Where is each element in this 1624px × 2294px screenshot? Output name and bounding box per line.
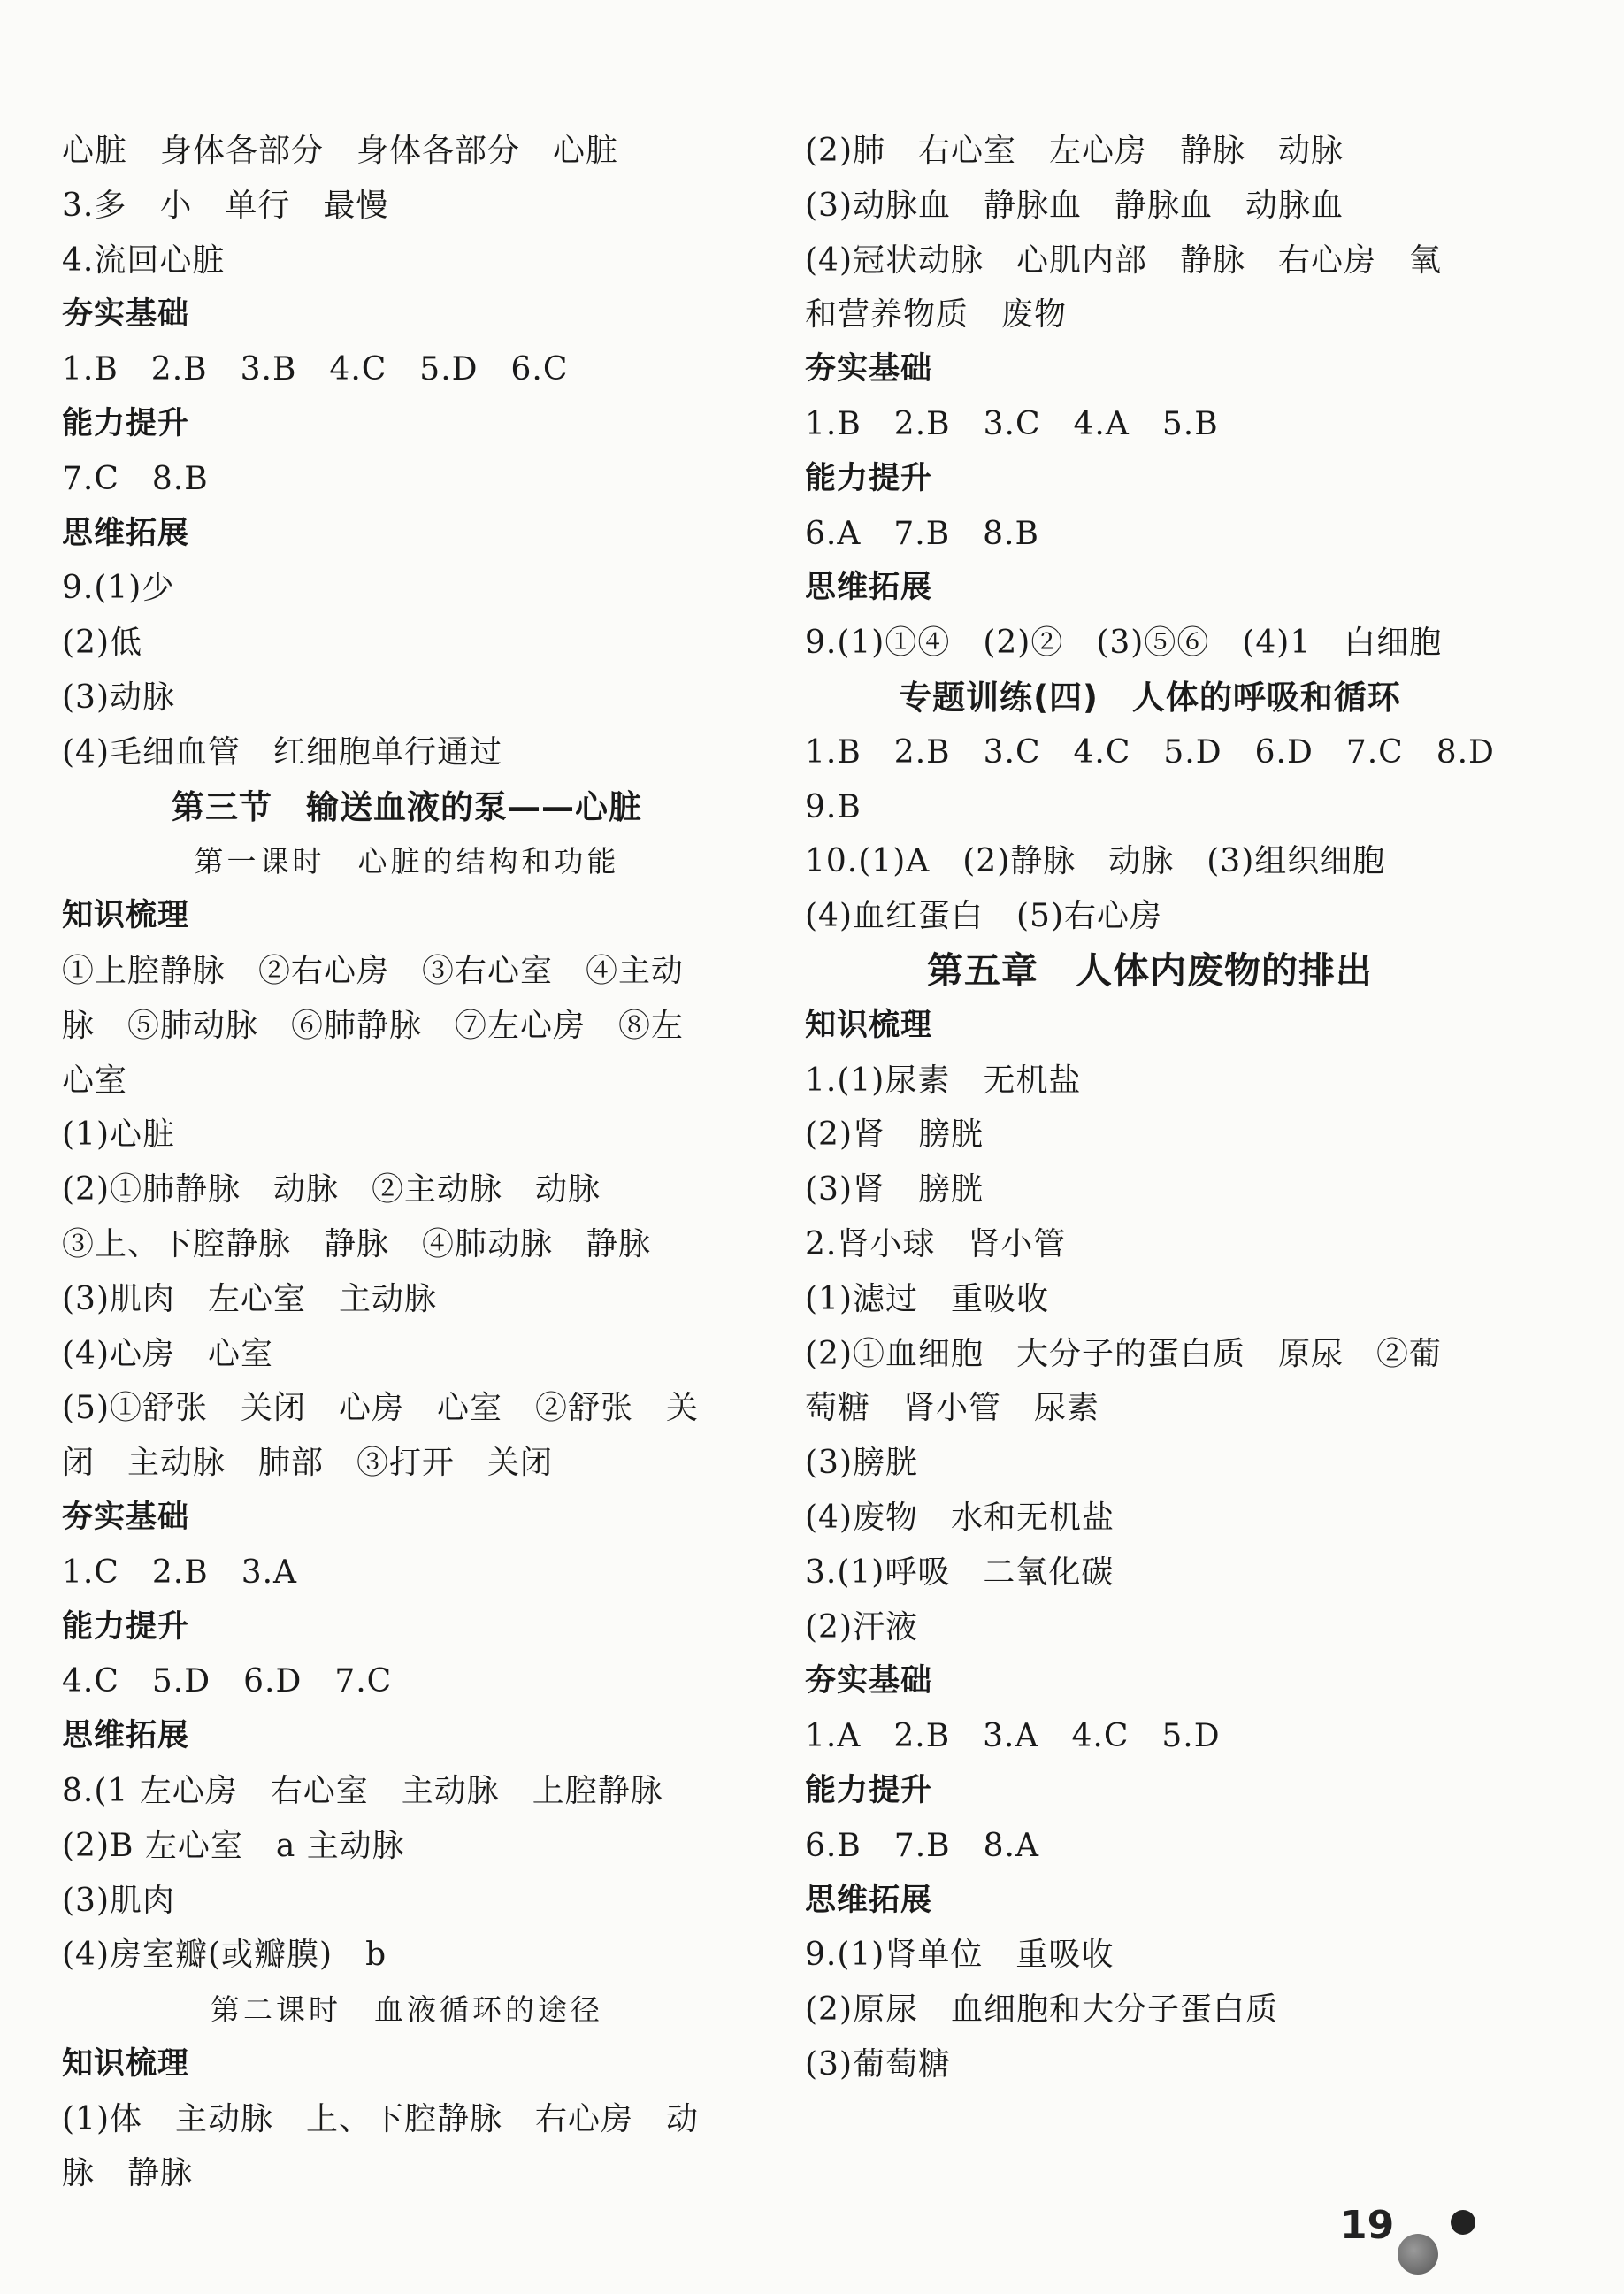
right-column <box>805 124 1495 2092</box>
answer-line: 1.A 2.B 3.A 4.C 5.D <box>805 1718 1221 1755</box>
answer-line: 脉 静脉 <box>62 2155 194 2192</box>
answer-line: (2)肺 右心室 左心房 静脉 动脉 <box>805 133 1344 169</box>
answer-line: 3.多 小 单行 最慢 <box>62 187 389 224</box>
answer-line: 1.B 2.B 3.B 4.C 5.D 6.C <box>62 351 569 388</box>
section-heading: 夯实基础 <box>805 1663 933 1699</box>
section-heading: 能力提升 <box>62 405 190 441</box>
answer-line: (4)心房 心室 <box>62 1335 273 1372</box>
left-column <box>62 124 752 2201</box>
answer-line: 1.(1)尿素 无机盐 <box>805 1062 1082 1099</box>
answer-line: (1)体 主动脉 上、下腔静脉 右心房 动 <box>62 2100 699 2137</box>
answer-line: 6.B 7.B 8.A <box>805 1827 1039 1864</box>
answer-line: 萄糖 肾小管 尿素 <box>805 1390 1100 1427</box>
answer-line: (2)B 左心室 a 主动脉 <box>62 1827 405 1864</box>
answer-line: 1.B 2.B 3.C 4.C 5.D 6.D 7.C 8.D <box>805 733 1495 771</box>
answer-line: ③上、下腔静脉 静脉 ④肺动脉 静脉 <box>62 1225 652 1262</box>
answer-line: (4)毛细血管 红细胞单行通过 <box>62 733 502 771</box>
section-heading: 夯实基础 <box>62 296 190 333</box>
answer-line: 闭 主动脉 肺部 ③打开 关闭 <box>62 1445 554 1482</box>
answer-line: 3.(1)呼吸 二氧化碳 <box>805 1554 1115 1591</box>
answer-line: 心脏 身体各部分 身体各部分 心脏 <box>62 133 619 169</box>
answer-line: (3)葡萄糖 <box>805 2045 951 2083</box>
answer-line: 脉 ⑤肺动脉 ⑥肺静脉 ⑦左心房 ⑧左 <box>62 1007 685 1044</box>
section-heading: 知识梳理 <box>62 898 190 934</box>
answer-line: 10.(1)A (2)静脉 动脉 (3)组织细胞 <box>805 843 1386 880</box>
section-heading: 夯实基础 <box>805 351 933 387</box>
answer-line: 4.流回心脏 <box>62 242 226 279</box>
answer-line: (3)肾 膀胱 <box>805 1171 984 1208</box>
answer-line: (2)汗液 <box>805 1608 918 1646</box>
section-heading: 思维拓展 <box>62 1718 190 1754</box>
answer-line: 9.(1)①④ (2)② (3)⑤⑥ (4)1 白细胞 <box>805 625 1443 662</box>
answer-line: (1)心脏 <box>62 1116 175 1154</box>
answer-line: (2)低 <box>62 625 142 662</box>
answer-line: 9.(1)少 <box>62 570 175 607</box>
decorative-dot-small <box>1451 2210 1475 2235</box>
lesson-subtitle: 第一课时 心脏的结构和功能 <box>194 844 620 879</box>
decorative-dot-large <box>1398 2234 1438 2275</box>
answer-line: (4)废物 水和无机盐 <box>805 1499 1115 1536</box>
answer-line: (4)冠状动脉 心肌内部 静脉 右心房 氧 <box>805 242 1442 279</box>
answer-line: (2)肾 膀胱 <box>805 1116 984 1154</box>
answer-line: (2)①肺静脉 动脉 ②主动脉 动脉 <box>62 1171 601 1208</box>
answer-line: 和营养物质 废物 <box>805 296 1068 334</box>
chapter-title: 第五章 人体内废物的排出 <box>927 948 1373 992</box>
section-heading: 能力提升 <box>805 1772 933 1808</box>
answer-line: (2)原尿 血细胞和大分子蛋白质 <box>805 1991 1278 2029</box>
section-title: 第三节 输送血液的泵——心脏 <box>172 787 642 826</box>
answer-line: (4)血红蛋白 (5)右心房 <box>805 898 1162 935</box>
section-title: 专题训练(四) 人体的呼吸和循环 <box>899 678 1401 717</box>
section-heading: 夯实基础 <box>62 1499 190 1535</box>
section-heading: 思维拓展 <box>805 570 933 606</box>
answer-line: 7.C 8.B <box>62 460 209 497</box>
answer-line: (5)①舒张 关闭 心房 心室 ②舒张 关 <box>62 1390 699 1427</box>
lesson-subtitle: 第二课时 血液循环的途径 <box>211 1992 603 2028</box>
answer-line: 9.B <box>805 788 862 825</box>
answer-line: (2)①血细胞 大分子的蛋白质 原尿 ②葡 <box>805 1335 1442 1372</box>
answer-line: 2.肾小球 肾小管 <box>805 1225 1067 1262</box>
section-heading: 思维拓展 <box>62 515 190 551</box>
answer-line: (3)肌肉 <box>62 1882 175 1919</box>
section-heading: 能力提升 <box>805 460 933 496</box>
section-heading: 知识梳理 <box>805 1007 933 1043</box>
answer-line: 9.(1)肾单位 重吸收 <box>805 1937 1115 1974</box>
section-heading: 思维拓展 <box>805 1882 933 1918</box>
answer-line: (3)动脉 <box>62 679 175 716</box>
answer-line: (4)房室瓣(或瓣膜) b <box>62 1937 387 1974</box>
answer-line: 1.C 2.B 3.A <box>62 1554 298 1591</box>
answer-line: 8.(1 左心房 右心室 主动脉 上腔静脉 <box>62 1772 663 1809</box>
section-heading: 能力提升 <box>62 1608 190 1645</box>
section-heading: 知识梳理 <box>62 2045 190 2082</box>
answer-line: 6.A 7.B 8.B <box>805 515 1039 552</box>
answer-line: 心室 <box>62 1062 128 1099</box>
answer-line: (3)动脉血 静脉血 静脉血 动脉血 <box>805 187 1344 224</box>
answer-line: (3)肌肉 左心室 主动脉 <box>62 1280 437 1317</box>
answer-line: (3)膀胱 <box>805 1445 918 1482</box>
answer-line: (1)滤过 重吸收 <box>805 1280 1049 1317</box>
page-number: 19 <box>1340 2203 1395 2248</box>
answer-line: 1.B 2.B 3.C 4.A 5.B <box>805 405 1219 442</box>
answer-line: ①上腔静脉 ②右心房 ③右心室 ④主动 <box>62 952 685 989</box>
answer-line: 4.C 5.D 6.D 7.C <box>62 1663 393 1700</box>
